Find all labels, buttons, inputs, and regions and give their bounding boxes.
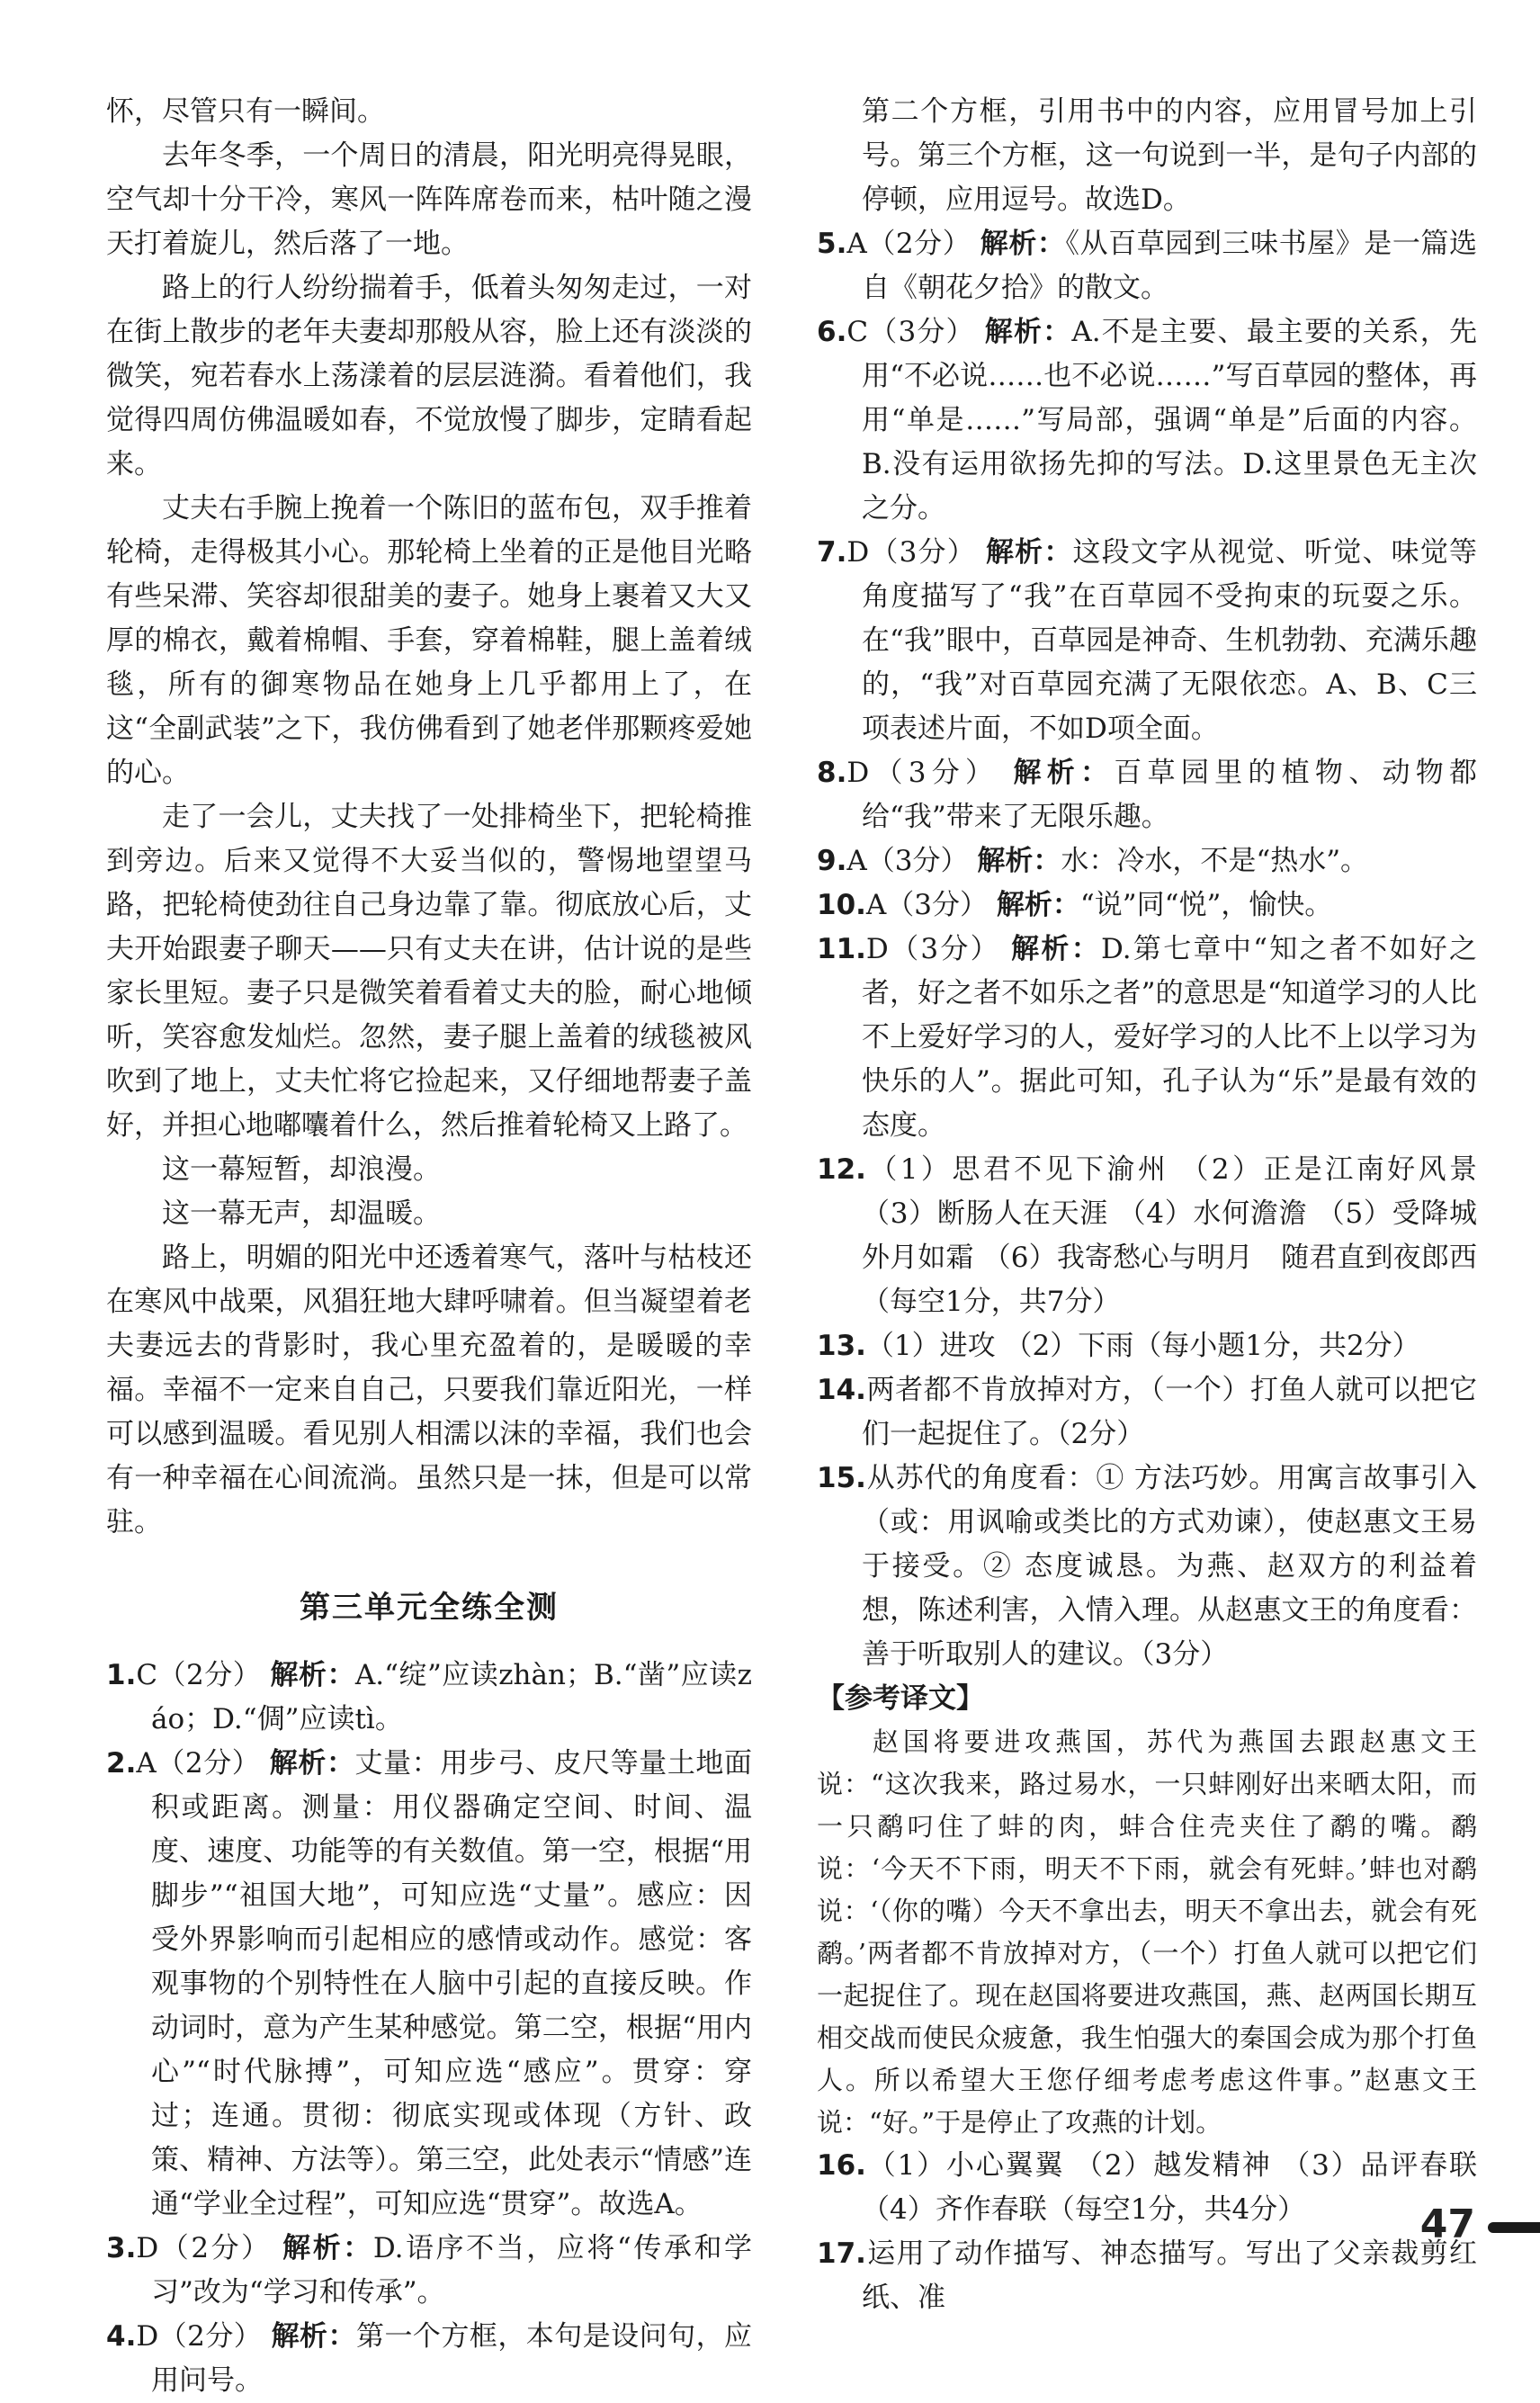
essay-paragraph: 路上，明媚的阳光中还透着寒气，落叶与枯枝还在寒风中战栗，风猖狂地大肆呼啸着。但当凝望着老夫妻远去的背影时，我心里充盈着的，是暖暖的幸福。幸福不一定来自自己，只要我们靠近阳光，一样可以感到温暖。看见别人相濡以沫的幸福，我们也会有一种幸福在心间流淌。虽然只是一抹，但是可以常驻。 [106,1242,752,1538]
answer-number: 6. [817,316,847,348]
answer-body: 丈量：用步弓、皮尺等量土地面积或距离。测量：用仪器确定空间、时间、温度、速度、功能等的有关数值。第一空，根据“用脚步”“祖国大地”，可知应选“丈量”。感应：因受外界影响而引起相应的感情或动作。感觉：客观事物的个别特性在人脑中引起的直接反映。作动词时，意为产生某种感觉。第二空，根据“用内心”“时代脉搏”，可知应选“感应”。贯穿：穿过；连通。贯彻：彻底实现或体现（方针、政策、精神、方法等）。第三空，此处表示“情感”连通“学业全过程”，可知应选“贯穿”。故选A。 [151,1747,753,2220]
answer-body: （1）思君不见下渝州 （2）正是江南好风景 （3）断肠人在天涯 （4）水何澹澹 （5）受降城外月如霜 （6）我寄愁心与明月 随君直到夜郎西（每空1分，共7分） [862,1153,1477,1318]
essay-paragraph: 走了一会儿，丈夫找了一处排椅坐下，把轮椅推到旁边。后来又觉得不大妥当似的，警惕地望望马路，把轮椅使劲往自己身边靠了靠。彻底放心后，丈夫开始跟妻子聊天——只有丈夫在讲，估计说的是些家长里短。妻子只是微笑着看着丈夫的脸，耐心地倾听，笑容愈发灿烂。忽然，妻子腿上盖着的绒毯被风吹到了地上，丈夫忙将它捡起来，又仔细地帮妻子盖好，并担心地嘟囔着什么，然后推着轮椅又上路了。 [106,801,752,1142]
answer-head: D（2分） [136,2232,272,2264]
answer-body: D.第七章中“知之者不如好之者，好之者不如乐之者”的意思是“知道学习的人比不上爱好学习的人，爱好学习的人比不上以学习为快乐的人”。据此可知，孔子认为“乐”是最有效的态度。 [862,933,1478,1142]
essay-paragraph: 路上的行人纷纷揣着手，低着头匆匆走过，一对在街上散步的老年夫妻却那般从容，脸上还有淡淡的微笑，宛若春水上荡漾着的层层涟漪。看着他们，我觉得四周仿佛温暖如春，不觉放慢了脚步，定睛看起来。 [106,272,752,480]
answer-item [817,1148,1477,1324]
analysis-label: 解析： [270,1659,355,1691]
answer-head: A（2分） [846,228,971,260]
reference-translation: 赵国将要进攻燕国，苏代为燕国去跟赵惠文王说：“这次我来，路过易水，一只蚌刚好出来晒太阳，而一只鹬叼住了蚌的肉，蚌合住壳夹住了鹬的嘴。鹬说：‘今天不下雨，明天不下雨，就会有死蚌。’蚌也对鹬说：‘（你的嘴）今天不拿出去，明天不拿出去，就会有死鹬。’两者都不肯放掉对方，（一个）打鱼人就可以把它们一起捉住了。现在赵国将要进攻燕国，燕、赵两国长期互相交战而使民众疲惫，我生怕强大的秦国会成为那个打鱼人。所以希望大王您仔细考虑考虑这件事。”赵惠文王说：“好。”于是停止了攻燕的计划。 [817,1726,1477,2138]
answer-body: A.“绽”应读zhàn；B.“凿”应读záo；D.“倜”应读tì。 [151,1659,752,1735]
answer-item [817,531,1477,751]
right-column [817,90,1477,2320]
answer-number: 13. [817,1330,866,1362]
answer-number: 3. [106,2232,137,2264]
answer-item [817,1368,1477,1457]
answer-number: 12. [817,1153,866,1186]
essay-paragraph: 去年冬季，一个周日的清晨，阳光明亮得晃眼，空气却十分干冷，寒风一阵阵席卷而来，枯叶随之漫天打着旋儿，然后落了一地。 [106,139,752,260]
answer-number: 11. [817,933,866,965]
answer-body: D.语序不当，应将“传承和学习”改为“学习和传承”。 [151,2232,753,2309]
answer-number: 16. [817,2149,866,2182]
essay-paragraph: 怀，尽管只有一瞬间。 [106,95,385,128]
analysis-label: 解析： [977,845,1061,877]
essay-paragraph: 丈夫右手腕上挽着一个陈旧的蓝布包，双手推着轮椅，走得极其小心。那轮椅上坐着的正是他目光略有些呆滞、笑容却很甜美的妻子。她身上裹着又大又厚的棉衣，戴着棉帽、手套，穿着棉鞋，腿上盖着绒毯，所有的御寒物品在她身上几乎都用上了，在这“全副武装”之下，我仿佛看到了她老伴那颗疼爱她的心。 [106,492,752,789]
answer-item [106,1742,752,2227]
essay-paragraph: 这一幕短暂，却浪漫。 [162,1153,441,1186]
answer-head: A（3分） [846,845,969,877]
answer-number: 10. [817,889,866,921]
answer-body: 运用了动作描写、神态描写。写出了父亲裁剪红纸、准 [862,2237,1477,2314]
answer-number: 5. [817,228,847,260]
answer-body: 从苏代的角度看：① 方法巧妙。用寓言故事引入（或：用讽喻或类比的方式劝谏），使赵惠文王易于接受。② 态度诚恳。为燕、赵双方的利益着想，陈述利害，入情入理。从赵惠文王的角度看：善于听取别人的建议。（3分） [862,1462,1477,1671]
answer-body: 这段文字从视觉、听觉、味觉等角度描写了“我”在百草园不受拘束的玩耍之乐。在“我”眼中，百草园是神奇、生机勃勃、充满乐趣的，“我”对百草园充满了无限依恋。A、B、C三项表述片面，不如D项全面。 [862,536,1478,745]
answer-item [106,2227,752,2315]
answer-continuation: 第二个方框，引用书中的内容，应用冒号加上引号。第三个方框，这一句说到一半，是句子内部的停顿，应用逗号。故选D。 [862,95,1477,216]
answer-number: 17. [817,2237,866,2270]
section-title: 第三单元全练全测 [300,1590,559,1626]
answer-item [817,883,1477,928]
answer-body: A.不是主要、最主要的关系，先用“不必说……也不必说……”写百草园的整体，再用“单是……”写局部，强调“单是”后面的内容。B.没有运用欲扬先抑的写法。D.这里景色无主次之分。 [862,316,1477,525]
answer-body: 水：冷水，不是“热水”。 [1061,845,1369,877]
answer-head: D（3分） [865,933,1000,965]
answer-number: 2. [106,1747,137,1780]
answer-head: D（3分） [846,757,999,789]
answer-body: 百草园里的植物、动物都给“我”带来了无限乐趣。 [862,757,1478,833]
answer-body: 第一个方框，本句是设问句，应用问号。 [151,2320,753,2397]
answer-item [106,1654,752,1742]
answer-number: 7. [817,536,847,569]
left-column [106,90,752,2403]
answer-number: 8. [817,757,847,789]
analysis-label: 解析： [282,2232,373,2264]
answer-body: （1）进攻 （2）下雨（每小题1分，共2分） [865,1330,1420,1362]
answer-item [817,222,1477,310]
answer-item [817,928,1477,1148]
analysis-label: 解析： [271,2320,356,2353]
answer-body: 《从百草园到三味书屋》是一篇选自《朝花夕拾》的散文。 [862,228,1478,304]
page-number: 47 [1419,2201,1475,2247]
answer-item [817,2144,1477,2232]
answer-body: 两者都不肯放掉对方，（一个）打鱼人就可以把它们一起捉住了。（2分） [862,1374,1477,1450]
answer-item [106,2315,752,2403]
analysis-label: 解析： [269,1747,355,1780]
answer-head: D（3分） [846,536,976,569]
answer-item [817,1457,1477,1677]
analysis-label: 解析： [1011,933,1102,965]
answer-item [817,839,1477,883]
analysis-label: 解析： [984,316,1072,348]
analysis-label: 解析： [980,228,1066,260]
answer-head: C（3分） [846,316,975,348]
answer-number: 15. [817,1462,866,1494]
answer-head: A（2分） [136,1747,261,1780]
analysis-label: 解析： [985,536,1073,569]
answer-body: （1）小心翼翼 （2）越发精神 （3）品评春联 （4）齐作春联（每空1分，共4分） [862,2149,1477,2226]
answer-item [817,1324,1477,1368]
answer-item [817,2232,1477,2320]
answer-head: D（2分） [136,2320,263,2353]
reference-label: 【参考译文】 [817,1682,984,1715]
analysis-label: 解析： [1013,757,1115,789]
answer-number: 4. [106,2320,137,2353]
answer-number: 14. [817,1374,866,1406]
page-number-bar [1488,2222,1540,2233]
answer-number: 9. [817,845,847,877]
answer-item [817,751,1477,839]
answer-number: 1. [106,1659,137,1691]
answer-item [817,310,1477,531]
answer-head: C（2分） [136,1659,262,1691]
answer-head: A（3分） [865,889,989,921]
analysis-label: 解析： [996,889,1080,921]
essay-paragraph: 这一幕无声，却温暖。 [162,1197,441,1230]
answer-body: “说”同“悦”，愉快。 [1079,889,1333,921]
